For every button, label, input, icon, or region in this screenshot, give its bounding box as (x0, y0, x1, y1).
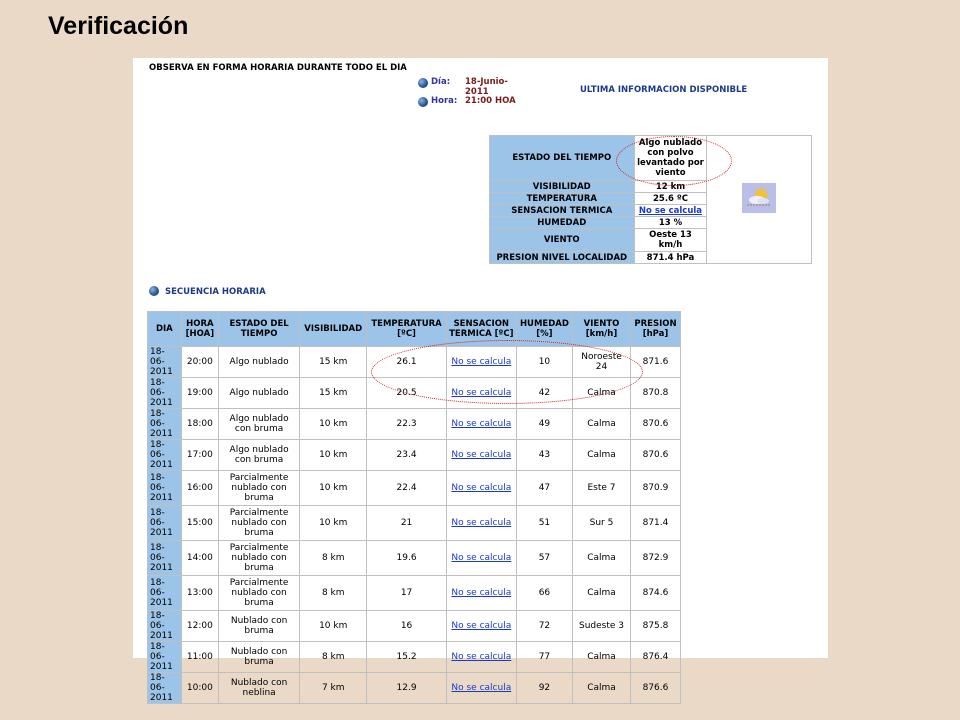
table-cell: 12:00 (181, 611, 218, 642)
sensacion-link[interactable]: No se calcula (451, 518, 512, 528)
partly-cloudy-dust-icon (742, 183, 776, 213)
humedad-label: HUMEDAD (490, 217, 635, 229)
humedad-value: 13 % (634, 217, 707, 229)
weather-page-screenshot (133, 58, 828, 703)
dia-cell: 18-06-2011 (148, 673, 182, 704)
table-cell: 16:00 (181, 471, 218, 506)
table-cell: 7 km (300, 673, 367, 704)
table-row (148, 576, 681, 611)
dia-cell: 18-06-2011 (148, 541, 182, 576)
viento-value: Oeste 13 km/h (634, 229, 707, 252)
sensacion-link[interactable]: No se calcula (451, 357, 512, 367)
table-cell: 47 (516, 471, 572, 506)
estado-label: ESTADO DEL TIEMPO (490, 136, 635, 181)
table-cell: 66 (516, 576, 572, 611)
table-cell: Calma (573, 576, 631, 611)
sensacion-cell (446, 409, 516, 440)
table-cell: 57 (516, 541, 572, 576)
column-header: HUMEDAD [%] (516, 312, 572, 347)
sensacion-link[interactable]: No se calcula (638, 205, 703, 216)
table-row (148, 440, 681, 471)
presion-label: PRESION NIVEL LOCALIDAD (490, 252, 635, 264)
table-cell: 22.3 (367, 409, 446, 440)
table-cell: Sudeste 3 (573, 611, 631, 642)
sensacion-cell (446, 506, 516, 541)
table-cell: 17:00 (181, 440, 218, 471)
estado-value: Algo nublado con polvo levantado por viento (634, 136, 707, 181)
table-cell: 19:00 (181, 378, 218, 409)
table-cell: Algo nublado con bruma (219, 409, 300, 440)
table-cell: 15 km (300, 378, 367, 409)
sensacion-link[interactable]: No se calcula (451, 388, 512, 398)
temperatura-label: TEMPERATURA (490, 193, 635, 205)
sensacion-link[interactable]: No se calcula (451, 588, 512, 598)
table-cell: Calma (573, 440, 631, 471)
slide-title: Verificación (48, 12, 189, 40)
dia-cell: 18-06-2011 (148, 409, 182, 440)
table-cell: 8 km (300, 541, 367, 576)
table-cell: 876.4 (631, 642, 681, 673)
dia-cell: 18-06-2011 (148, 576, 182, 611)
table-cell: 20.5 (367, 378, 446, 409)
table-cell: 12.9 (367, 673, 446, 704)
table-cell: Este 7 (573, 471, 631, 506)
table-row (148, 673, 681, 704)
table-cell: Calma (573, 378, 631, 409)
table-cell: 870.6 (631, 440, 681, 471)
sensacion-link[interactable]: No se calcula (451, 553, 512, 563)
sensacion-link[interactable]: No se calcula (451, 483, 512, 493)
table-row (148, 409, 681, 440)
dia-cell: 18-06-2011 (148, 506, 182, 541)
table-cell: 20:00 (181, 347, 218, 378)
annotation-ellipse-rows (371, 340, 643, 404)
table-cell: 870.6 (631, 409, 681, 440)
table-cell: 15:00 (181, 506, 218, 541)
table-cell: 10:00 (181, 673, 218, 704)
table-cell: 10 (516, 347, 572, 378)
table-cell: 23.4 (367, 440, 446, 471)
sensacion-link[interactable]: No se calcula (451, 419, 512, 429)
table-cell: Sur 5 (573, 506, 631, 541)
secuencia-heading (149, 286, 266, 297)
table-cell: 10 km (300, 440, 367, 471)
table-cell: 10 km (300, 506, 367, 541)
table-cell: Algo nublado (219, 378, 300, 409)
table-cell: 77 (516, 642, 572, 673)
sensacion-cell (446, 611, 516, 642)
table-cell: 871.4 (631, 506, 681, 541)
dia-cell: 18-06-2011 (148, 440, 182, 471)
hora-value: 21:00 HOA (465, 96, 516, 106)
table-cell: Calma (573, 541, 631, 576)
table-cell: 15 km (300, 347, 367, 378)
globe-bullet-icon (418, 78, 428, 88)
ultima-informacion-label: ULTIMA INFORMACION DISPONIBLE (580, 85, 748, 95)
table-cell: Parcialmente nublado con bruma (219, 576, 300, 611)
table-cell: Calma (573, 642, 631, 673)
table-cell: Calma (573, 409, 631, 440)
secuencia-label: SECUENCIA HORARIA (164, 287, 266, 297)
sensacion-cell (446, 471, 516, 506)
column-header: ESTADO DEL TIEMPO (219, 312, 300, 347)
table-cell: 43 (516, 440, 572, 471)
table-row (148, 506, 681, 541)
table-cell: 51 (516, 506, 572, 541)
column-header: VIENTO [km/h] (573, 312, 631, 347)
table-cell: 872.9 (631, 541, 681, 576)
table-cell: 49 (516, 409, 572, 440)
sensacion-cell (446, 576, 516, 611)
table-cell: Noroeste 24 (573, 347, 631, 378)
table-cell: Algo nublado con bruma (219, 440, 300, 471)
table-cell: 14:00 (181, 541, 218, 576)
viento-label: VIENTO (490, 229, 635, 252)
temperatura-value: 25.6 ºC (634, 193, 707, 205)
table-cell: 13:00 (181, 576, 218, 611)
table-cell: 8 km (300, 576, 367, 611)
table-cell: 22.4 (367, 471, 446, 506)
sensacion-cell (446, 440, 516, 471)
dia-cell: 18-06-2011 (148, 642, 182, 673)
table-row (148, 541, 681, 576)
table-row (148, 471, 681, 506)
table-cell: 10 km (300, 611, 367, 642)
table-cell: 26.1 (367, 347, 446, 378)
table-cell: Parcialmente nublado con bruma (219, 541, 300, 576)
sensacion-cell (446, 673, 516, 704)
dia-cell: 18-06-2011 (148, 347, 182, 378)
table-cell: 876.6 (631, 673, 681, 704)
table-cell: 870.9 (631, 471, 681, 506)
table-cell: Parcialmente nublado con bruma (219, 471, 300, 506)
dia-value: 18-Junio- 2011 (465, 77, 508, 97)
table-cell: 21 (367, 506, 446, 541)
column-header: DIA (148, 312, 182, 347)
column-header: SENSACION TERMICA [ºC] (446, 312, 516, 347)
sensacion-link[interactable]: No se calcula (451, 683, 512, 693)
table-cell: 10 km (300, 409, 367, 440)
table-cell: 875.8 (631, 611, 681, 642)
table-cell: Parcialmente nublado con bruma (219, 506, 300, 541)
column-header: PRESION [hPa] (631, 312, 681, 347)
dia-label: Día: (431, 77, 451, 87)
column-header: TEMPERATURA [ºC] (367, 312, 446, 347)
table-cell: Calma (573, 673, 631, 704)
sensacion-link[interactable]: No se calcula (451, 621, 512, 631)
table-cell: 871.6 (631, 347, 681, 378)
table-cell: 10 km (300, 471, 367, 506)
table-cell: 92 (516, 673, 572, 704)
table-cell: 15.2 (367, 642, 446, 673)
table-cell: Nublado con neblina (219, 673, 300, 704)
globe-bullet-icon (418, 97, 428, 107)
table-cell: 72 (516, 611, 572, 642)
table-cell: 16 (367, 611, 446, 642)
table-cell: 8 km (300, 642, 367, 673)
table-cell: Nublado con bruma (219, 642, 300, 673)
sensacion-label: SENSACION TERMICA (490, 205, 635, 217)
table-cell: 18:00 (181, 409, 218, 440)
sensacion-cell (446, 642, 516, 673)
dia-cell: 18-06-2011 (148, 378, 182, 409)
presion-value: 871.4 hPa (634, 252, 707, 264)
column-header: VISIBILIDAD (300, 312, 367, 347)
globe-bullet-icon (149, 286, 159, 296)
annotation-ellipse-estado (616, 136, 732, 186)
visibilidad-value: 12 km (634, 181, 707, 193)
table-row (148, 611, 681, 642)
table-cell: 11:00 (181, 642, 218, 673)
table-cell: Nublado con bruma (219, 611, 300, 642)
table-cell: 874.6 (631, 576, 681, 611)
table-cell: Algo nublado (219, 347, 300, 378)
column-header: HORA [HOA] (181, 312, 218, 347)
sensacion-cell (446, 541, 516, 576)
table-cell: 19.6 (367, 541, 446, 576)
sensacion-link[interactable]: No se calcula (451, 450, 512, 460)
table-cell: 17 (367, 576, 446, 611)
sensacion-link[interactable]: No se calcula (451, 652, 512, 662)
visibilidad-label: VISIBILIDAD (490, 181, 635, 193)
observa-heading: OBSERVA EN FORMA HORARIA DURANTE TODO EL DIA (149, 63, 407, 73)
dia-cell: 18-06-2011 (148, 611, 182, 642)
table-row (148, 642, 681, 673)
hora-label: Hora: (431, 96, 458, 106)
dia-cell: 18-06-2011 (148, 471, 182, 506)
table-cell: 42 (516, 378, 572, 409)
table-cell: 870.8 (631, 378, 681, 409)
